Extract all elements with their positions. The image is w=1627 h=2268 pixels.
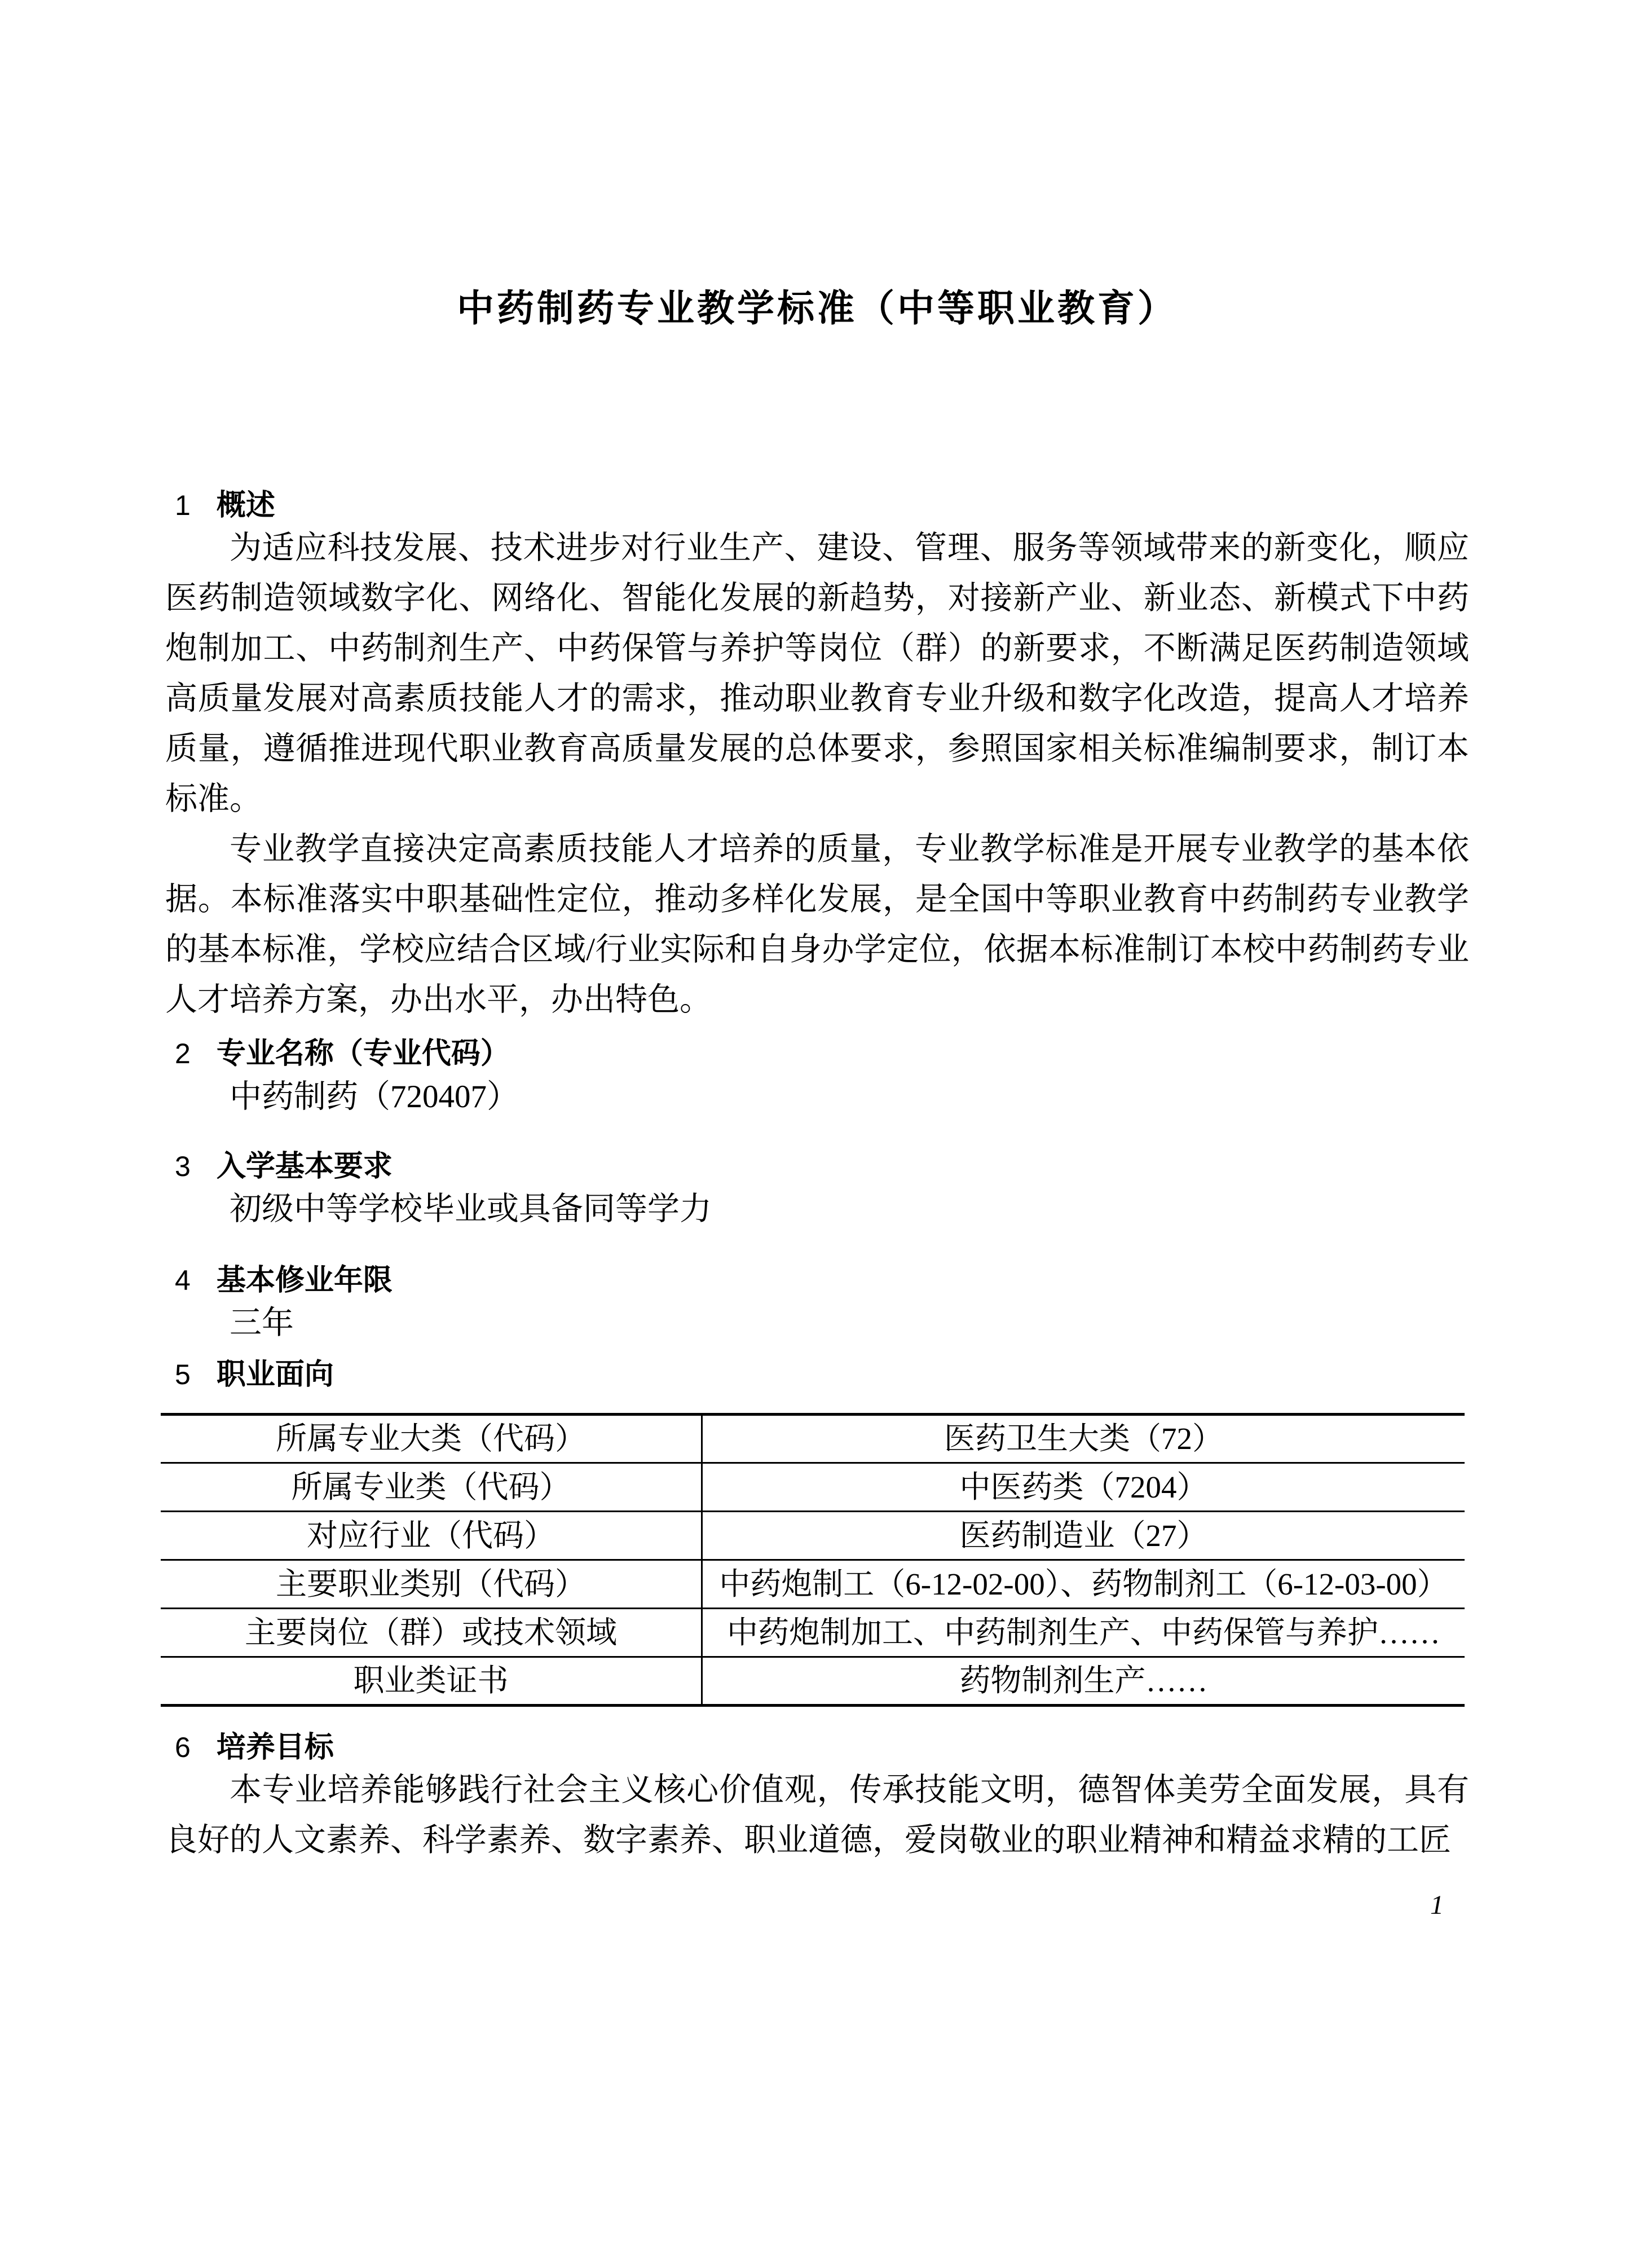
row-value-cell: 中药炮制加工、中药制剂生产、中药保管与养护…… — [702, 1608, 1465, 1657]
row-label-cell: 主要岗位（群）或技术领域 — [161, 1608, 702, 1657]
paragraph: 三年 — [230, 1305, 294, 1341]
section-number: 3 — [175, 1150, 191, 1182]
section-heading-label: 职业面向 — [216, 1358, 334, 1391]
row-label-cell: 所属专业大类（代码） — [161, 1414, 702, 1463]
table-row — [161, 1414, 1465, 1463]
table-row — [161, 1657, 1465, 1705]
document-title: 中药制药专业教学标准（中等职业教育） — [457, 288, 1178, 329]
section-heading-career-orientation — [165, 1357, 1469, 1392]
table-row — [161, 1560, 1465, 1608]
row-value-cell: 中医药类（7204） — [702, 1463, 1465, 1511]
table-row — [161, 1511, 1465, 1560]
section-heading-label: 培养目标 — [216, 1730, 334, 1764]
career-orientation-table — [161, 1413, 1465, 1707]
section-number: 1 — [175, 489, 191, 521]
row-value-cell: 医药卫生大类（72） — [702, 1414, 1465, 1463]
row-value-cell: 中药炮制工（6-12-02-00）、药物制剂工（6-12-03-00） — [702, 1560, 1465, 1608]
row-label-cell: 对应行业（代码） — [161, 1511, 702, 1560]
row-label-cell: 职业类证书 — [161, 1657, 702, 1705]
paragraph: 为适应科技发展、技术进步对行业生产、建设、管理、服务等领域带来的新变化，顺应医药制造领域数字化、网络化、智能化发展的新趋势，对接新产业、新业态、新模式下中药炮制加工、中药制剂生产、中药保管与养护等岗位（群）的新要求，不断满足医药制造领域高质量发展对高素质技能人才的需求，推动职业教育专业升级和数字化改造，提高人才培养质量，遵循推进现代职业教育高质量发展的总体要求，参照国家相关标准编制要求，制订本标准。 — [165, 530, 1469, 817]
paragraph: 初级中等学校毕业或具备同等学力 — [230, 1191, 712, 1227]
section-number: 4 — [175, 1265, 191, 1297]
row-label-cell: 主要职业类别（代码） — [161, 1560, 702, 1608]
table-row — [161, 1608, 1465, 1657]
section-heading-study-duration — [165, 1263, 1469, 1298]
paragraph: 本专业培养能够践行社会主义核心价值观，传承技能文明，德智体美劳全面发展，具有良好的人文素养、科学素养、数字素养、职业道德，爱岗敬业的职业精神和精益求精的工匠 — [165, 1772, 1469, 1859]
section-number: 6 — [175, 1731, 191, 1763]
section-number: 5 — [175, 1359, 191, 1391]
section-heading-label: 基本修业年限 — [216, 1264, 393, 1297]
row-value-cell: 药物制剂生产…… — [959, 1663, 1208, 1698]
section-heading-major-name — [165, 1036, 1469, 1071]
section-heading-entry-requirements — [165, 1149, 1469, 1184]
section-heading-label: 专业名称（专业代码） — [216, 1037, 510, 1071]
section-heading-overview — [165, 488, 1469, 523]
section-heading-label: 概述 — [216, 488, 275, 522]
section-heading-training-objectives — [165, 1730, 1469, 1765]
section-heading-label: 入学基本要求 — [216, 1150, 393, 1183]
row-value-cell: 医药制造业（27） — [702, 1511, 1465, 1560]
paragraph: 中药制药（720407） — [230, 1078, 519, 1115]
paragraph: 专业教学直接决定高素质技能人才培养的质量，专业教学标准是开展专业教学的基本依据。本标准落实中职基础性定位，推动多样化发展，是全国中等职业教育中药制药专业教学的基本标准，学校应结合区域/行业实际和自身办学定位，依据本标准制订本校中药制药专业人才培养方案，办出水平，办出特色。 — [165, 831, 1469, 1018]
page-number: 1 — [1430, 1890, 1444, 1921]
document-page — [165, 0, 1469, 1921]
section-number: 2 — [175, 1038, 191, 1070]
row-label-cell: 所属专业类（代码） — [161, 1463, 702, 1511]
table-row — [161, 1463, 1465, 1511]
